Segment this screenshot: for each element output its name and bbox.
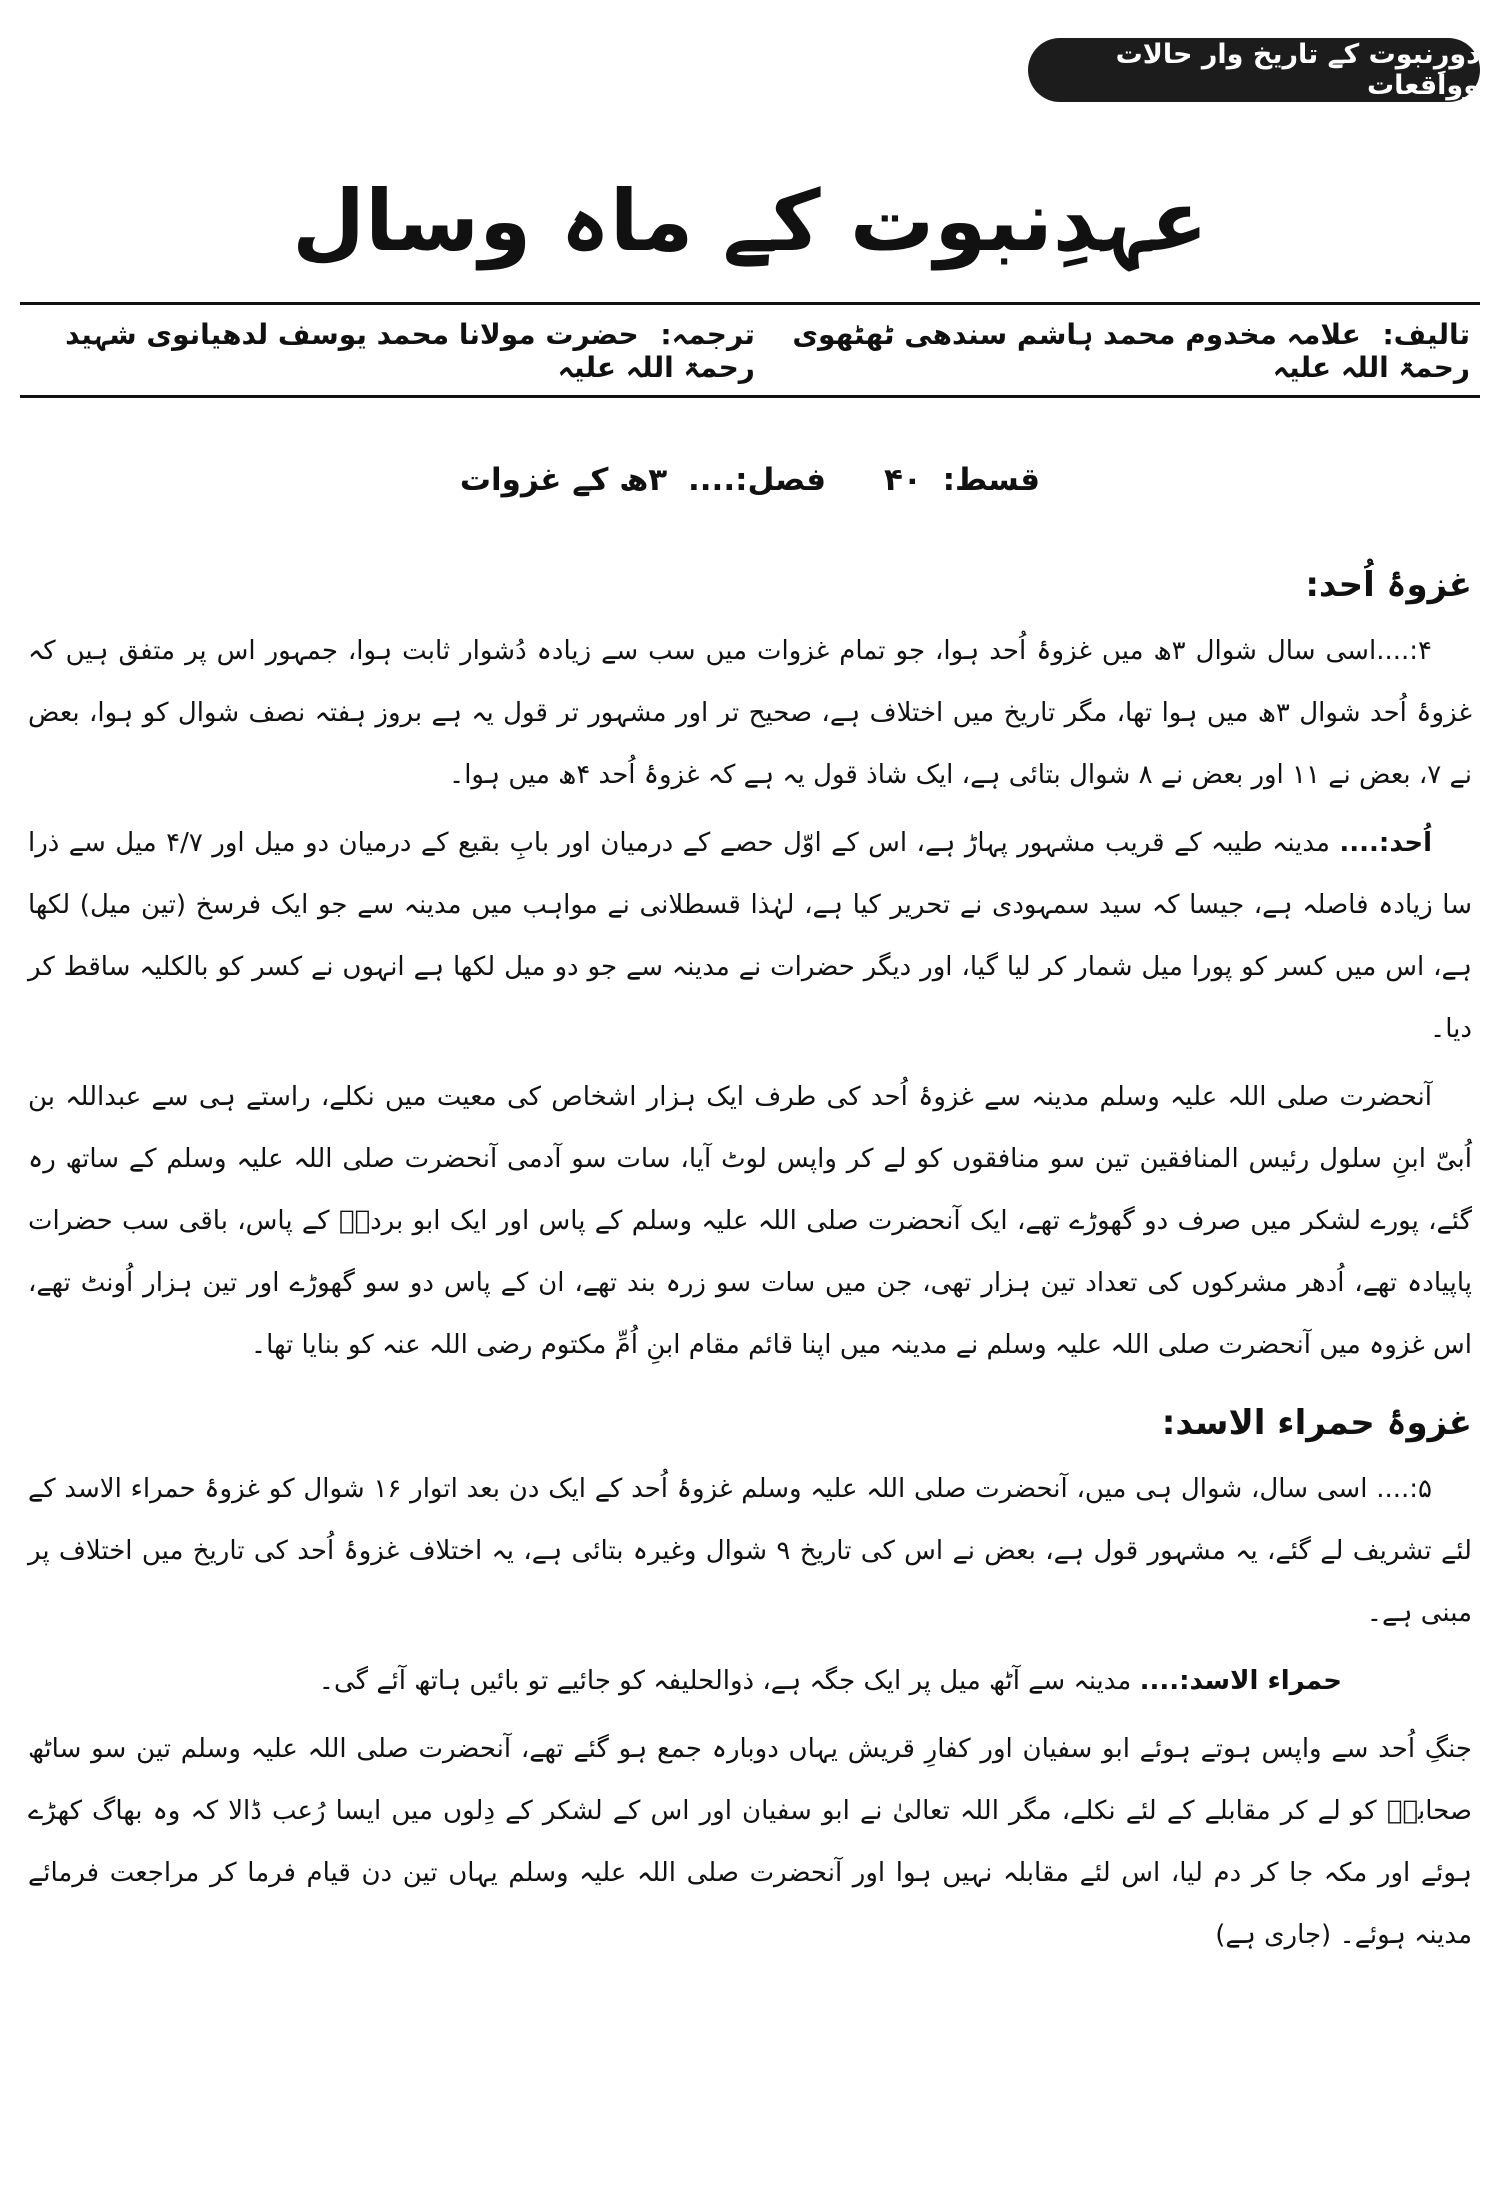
author-credit: [755, 318, 1470, 384]
credits-row: [30, 320, 1470, 382]
chapter-info: [460, 462, 826, 498]
paragraph: ۵:.... اسی سال، شوال ہی میں، آنحضرت صلی اللہ علیہ وسلم غزوۂ اُحد کے ایک دن بعد اتوار ۱۶ شوال کو غزوۂ حمراء الاسد کے لئے تشریف لے گئے، یہ مشہور قول ہے، بعض نے اس کی تاریخ ۹ شوال وغیرہ بتائی ہے، یہ اختلاف غزوۂ اُحد کی تاریخ میں اختلاف پر مبنی ہے۔: [28, 1474, 1472, 1628]
top-divider: [20, 302, 1480, 305]
translator-name: حضرت مولانا محمد یوسف لدھیانوی شہید رحمۃ اللہ علیہ: [65, 318, 755, 384]
paragraph: جنگِ اُحد سے واپس ہوتے ہوئے ابو سفیان اور کفارِ قریش یہاں دوبارہ جمع ہو گئے تھے، آنحضرت صلی اللہ علیہ وسلم تین سو ساٹھ صحابہؓ کو لے کر مقابلے کے لئے نکلے، مگر اللہ تعالیٰ نے ابو سفیان اور اس کے لشکر کے دِلوں میں ایسا رُعب ڈالا کہ وہ بھاگ کھڑے ہوئے اور مکہ جا کر دم لیا، اس لئے مقابلہ نہیں ہوا اور آنحضرت صلی اللہ علیہ وسلم یہاں تین دن قیام فرما کر مراجعت فرمائے مدینہ ہوئے۔ (جاری ہے): [28, 1734, 1472, 1950]
episode-info: [884, 462, 1040, 498]
section-heading-uhud: غزوۂ اُحد:: [1305, 565, 1472, 605]
author-label: تالیف:: [1382, 318, 1470, 351]
section-heading-hamra-al-asad: غزوۂ حمراء الاسد:: [1161, 1403, 1472, 1443]
chapter-label: فصل:....: [687, 462, 827, 498]
episode-number: ۴۰: [884, 462, 922, 498]
paragraph: آنحضرت صلی اللہ علیہ وسلم مدینہ سے غزوۂ اُحد کی طرف ایک ہزار اشخاص کی معیت میں نکلے، راستے ہی سے عبداللہ بن اُبیّ ابنِ سلول رئیس المنافقین تین سو منافقوں کو لے کر واپس لوٹ آیا، سات سو آدمی آنحضرت صلی اللہ علیہ وسلم کے ساتھ رہ گئے، پورے لشکر میں صرف دو گھوڑے تھے، ایک آنحضرت صلی اللہ علیہ وسلم کے پاس اور ایک ابو بردہؓ کے پاس، باقی سب حضرات پاپیادہ تھے، اُدھر مشرکوں کی تعداد تین ہزار تھی، جن میں سات سو زرہ بند تھے، ان کے پاس دو سو گھوڑے اور تین ہزار اُونٹ تھے، اس غزوہ میں آنحضرت صلی اللہ علیہ وسلم نے مدینہ میں اپنا قائم مقام ابنِ اُمِّ مکتوم رضی اللہ عنہ کو بنایا تھا۔: [28, 1082, 1472, 1360]
term-label: اُحد:....: [1339, 828, 1432, 858]
translator-label: ترجمہ:: [660, 318, 755, 351]
chapter-title: ۳ھ کے غزوات: [459, 462, 668, 498]
article-body: [28, 550, 1472, 1972]
translator-credit: [30, 318, 755, 384]
term-label: حمراء الاسد:....: [1139, 1666, 1342, 1696]
paragraph: ۴:....اسی سال شوال ۳ھ میں غزوۂ اُحد ہوا، جو تمام غزوات میں سب سے زیادہ دُشوار ثابت ہوا، جمہور اس پر متفق ہیں کہ غزوۂ اُحد شوال ۳ھ میں ہوا تھا، مگر تاریخ میں اختلاف ہے، صحیح تر اور مشہور تر قول یہ ہے بروز ہفتہ نصف شوال کو ہوا، بعض نے ۷، بعض نے ۱۱ اور بعض نے ۸ شوال بتائی ہے، ایک شاذ قول یہ ہے کہ غزوۂ اُحد ۴ھ میں ہوا۔: [28, 636, 1472, 790]
series-tag-banner: دورِنبوت کے تاریخ وار حالات وواقعات: [1028, 38, 1480, 102]
episode-label: قسط:: [942, 462, 1041, 498]
article-title: عہدِنبوت کے ماہ وسال: [292, 172, 1208, 270]
paragraph: اُحد:.... مدینہ طیبہ کے قریب مشہور پہاڑ ہے، اس کے اوّل حصے کے درمیان اور بابِ بقیع کے درمیان دو میل اور ۴/۷ میل سے ذرا سا زیادہ فاصلہ ہے، جیسا کہ سید سمہودی نے تحریر کیا ہے، لہٰذا قسطلانی نے مواہب میں مدینہ سے جو ایک فرسخ (تین میل) لکھا ہے، اس میں کسر کو پورا میل شمار کر لیا گیا، اور دیگر حضرات نے مدینہ سے جو دو میل لکھا ہے انہوں نے کسر کو بالکلیہ ساقط کر دیا۔: [28, 828, 1472, 1044]
paragraph: حمراء الاسد:.... مدینہ سے آٹھ میل پر ایک جگہ ہے، ذوالحلیفہ کو جائیے تو بائیں ہاتھ آئے گی۔: [318, 1666, 1342, 1696]
author-name: علامہ مخدوم محمد ہاشم سندھی ٹھٹھوی رحمۃ اللہ علیہ: [792, 318, 1470, 384]
bottom-divider: [20, 395, 1480, 398]
episode-line: [0, 462, 1500, 498]
